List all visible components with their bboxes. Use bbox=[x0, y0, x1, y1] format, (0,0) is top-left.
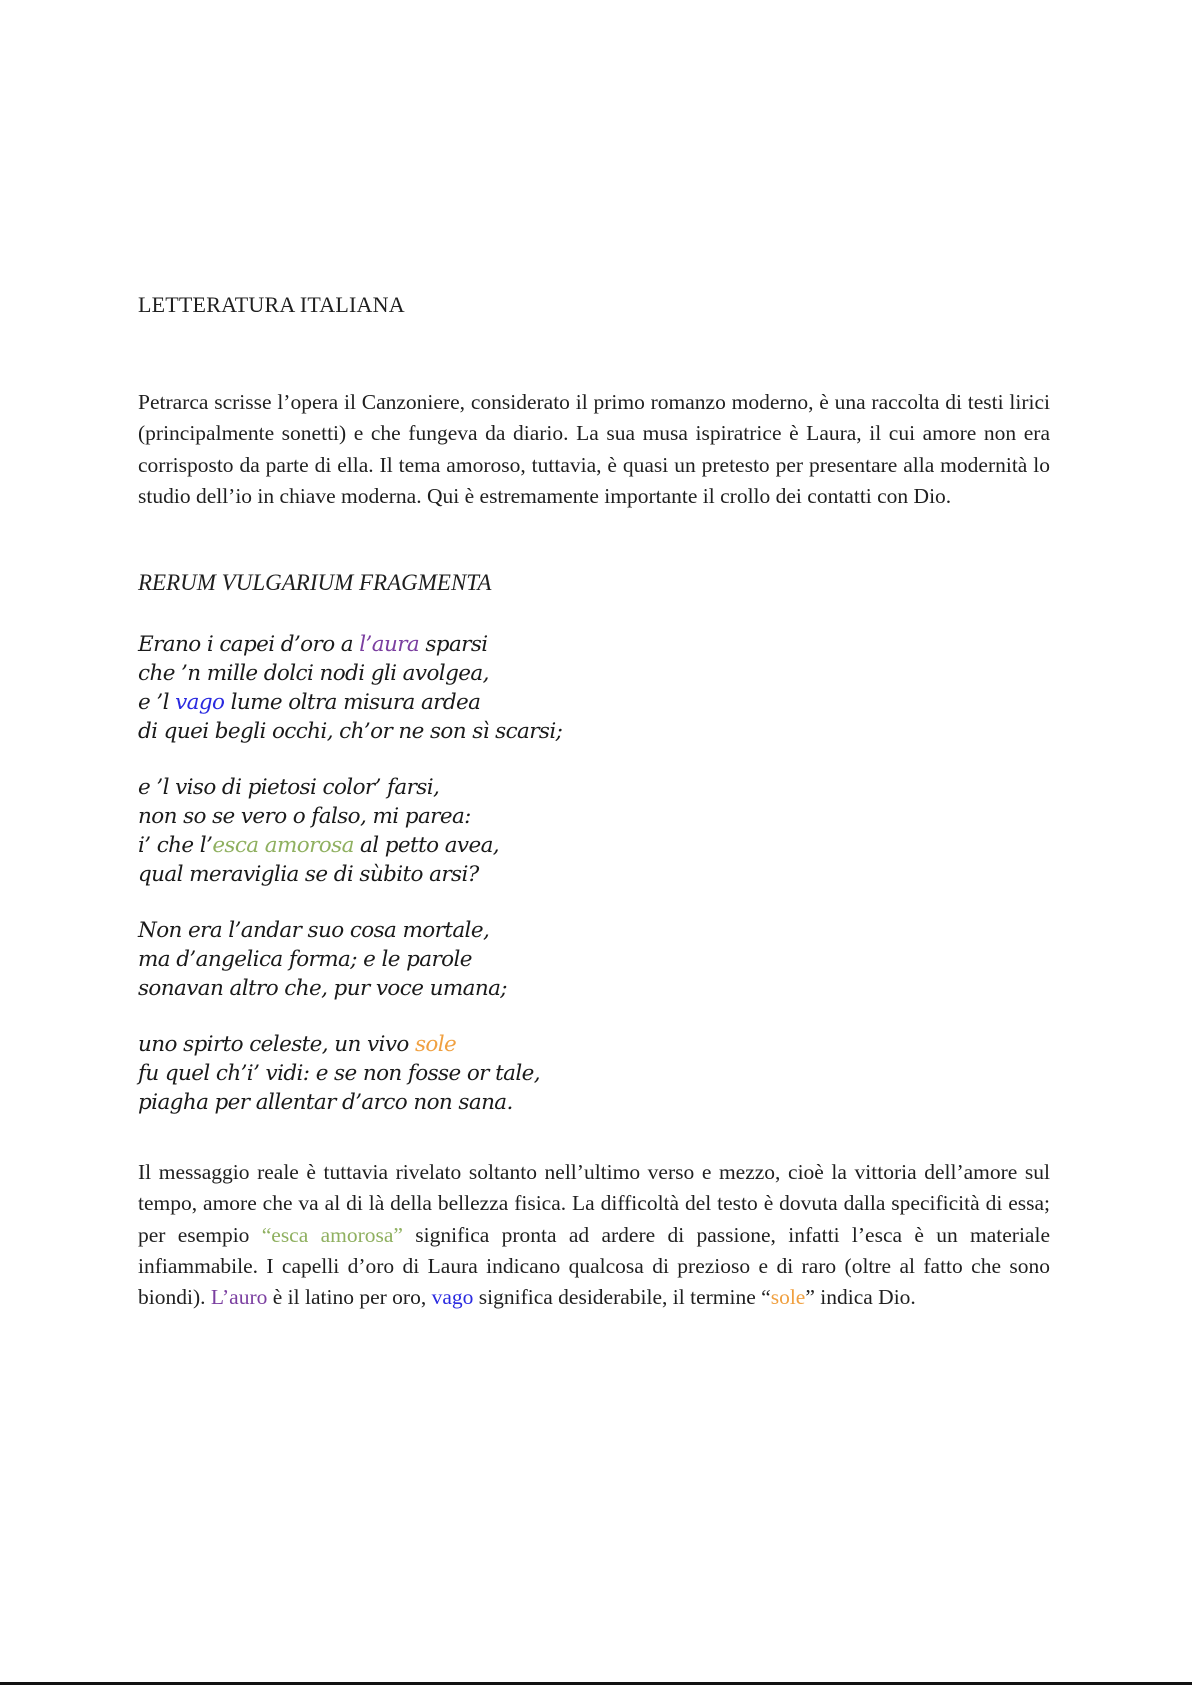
verse-line: i’ che l’esca amorosa al petto avea, bbox=[138, 833, 500, 858]
highlight-sole: sole bbox=[414, 1032, 457, 1057]
highlight-vago: vago bbox=[431, 1285, 474, 1310]
highlight-esca-amorosa: esca amorosa bbox=[212, 833, 354, 858]
highlight-sole: sole bbox=[770, 1285, 806, 1310]
poem-title: RERUM VULGARIUM FRAGMENTA bbox=[138, 570, 492, 595]
verse-line: uno spirto celeste, un vivo sole bbox=[138, 1032, 457, 1057]
page-title: LETTERATURA ITALIANA bbox=[138, 292, 405, 317]
verse-line: Non era l’andar suo cosa mortale, bbox=[138, 918, 490, 943]
stanza-1 bbox=[138, 630, 562, 746]
highlight-laura: l’aura bbox=[359, 632, 420, 657]
verse-line: e ’l vago lume oltra misura ardea bbox=[138, 690, 481, 715]
verse-line: e ’l viso di pietosi color’ farsi, bbox=[138, 775, 440, 800]
highlight-lauro: L’auro bbox=[210, 1285, 268, 1310]
verse-line: fu quel ch’i’ vidi: e se non fosse or tale, bbox=[138, 1061, 540, 1086]
verse-line: di quei begli occhi, ch’or ne son sì scarsi; bbox=[138, 719, 563, 744]
verse-line: che ’n mille dolci nodi gli avolgea, bbox=[138, 661, 489, 686]
stanza-2 bbox=[138, 773, 499, 889]
highlight-esca-amorosa: “esca amorosa” bbox=[261, 1222, 403, 1247]
verse-line: qual meraviglia se di sùbito arsi? bbox=[138, 862, 479, 887]
verse-line: Erano i capei d’oro a l’aura sparsi bbox=[138, 632, 488, 657]
intro-paragraph: Petrarca scrisse l’opera il Canzoniere, considerato il primo romanzo moderno, è una raccolta di testi lirici (principalmente sonetti) e che fungeva da diario. La sua musa ispiratrice è Laura, il cui amore non era corrisposto da parte di ella. Il tema amoroso, tuttavia, è quasi un pretesto per presentare alla modernità lo studio dell’io in chiave moderna. Qui è estremamente importante il crollo dei contatti con Dio. bbox=[138, 390, 1050, 508]
stanza-4 bbox=[138, 1030, 540, 1117]
verse-line: sonavan altro che, pur voce umana; bbox=[138, 976, 507, 1001]
verse-line: non so se vero o falso, mi parea: bbox=[138, 804, 471, 829]
highlight-vago: vago bbox=[175, 690, 225, 715]
commentary-paragraph: Il messaggio reale è tuttavia rivelato soltanto nell’ultimo verso e mezzo, cioè la vittoria dell’amore sul tempo, amore che va al di là della bellezza fisica. La difficoltà del testo è dovuta dalla specificità di essa; per esempio “esca amorosa” significa pronta ad ardere di passione, infatti l’esca è un materiale infiammabile. I capelli d’oro di Laura indicano qualcosa di prezioso e di raro (oltre al fatto che sono biondi). L’auro è il latino per oro, vago significa desiderabile, il termine “sole” indica Dio. bbox=[138, 1160, 1050, 1310]
verse-line: piagha per allentar d’arco non sana. bbox=[138, 1090, 513, 1115]
stanza-3 bbox=[138, 916, 507, 1003]
verse-line: ma d’angelica forma; e le parole bbox=[138, 947, 472, 972]
